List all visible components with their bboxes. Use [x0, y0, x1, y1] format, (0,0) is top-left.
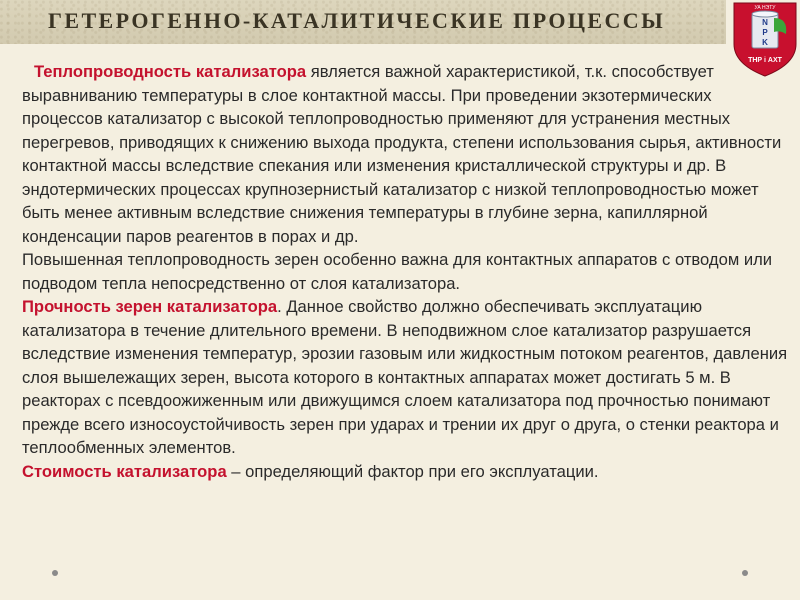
logo-bottom-text: ТНР і АХТ	[748, 57, 782, 64]
term-thermal-conductivity: Теплопроводность катализатора	[34, 62, 307, 81]
paragraph-text: . Данное свойство должно обеспечивать эксплуатацию катализатора в течение длительного времени. В неподвижном слое катализатор разрушается вследствие изменения температур, эрозии газовым или жидкостным потоком реагентов, давления слоя вышележащих зерен, высота которого в контактных аппаратах может достигать 5 м. В реакторах с псевдоожиженным или движущимся слоем катализатора под прочностью понимают прежде всего износоустойчивость зерен при ударах и трении их друг о друга, о стенки реактора и теплообменных элементов.	[22, 297, 788, 457]
paragraph-grain-strength	[22, 295, 792, 460]
slide-title: ГЕТЕРОГЕННО-КАТАЛИТИЧЕСКИЕ ПРОЦЕССЫ	[48, 8, 666, 33]
logo-top-text: УА НЭТУ	[754, 5, 776, 11]
logo-letter-k: K	[762, 38, 768, 47]
slide-body	[22, 60, 792, 483]
footer-dot-right-icon	[742, 570, 748, 576]
logo-letter-p: P	[762, 28, 768, 37]
paragraph-thermal-conductivity	[22, 60, 792, 248]
paragraph-text: – определяющий фактор при его эксплуатации.	[226, 461, 599, 481]
term-catalyst-cost: Стоимость катализатора	[22, 461, 227, 481]
footer-dot-left-icon	[52, 570, 58, 576]
paragraph-catalyst-cost	[22, 460, 792, 484]
logo-letter-n: N	[762, 18, 768, 27]
paragraph-text: является важной характеристикой, т.к. способствует выравниванию температуры в слое контактной массы. При проведении экзотермических процессов катализатор с высокой теплопроводностью применяют для устранения местных перегревов, приводящих к снижению выхода продукта, степени использования сырья, активности контактной массы вследствие спекания или изменения кристаллической структуры и др. В эндотермических процессах крупнозернистый катализатор с низкой теплопроводностью может быть менее активным вследствие снижения температуры в глубине зерна, капиллярной конденсации паров реагентов в порах и др.	[22, 62, 782, 246]
paragraph-increased-conductivity	[22, 248, 792, 295]
paragraph-text: Повышенная теплопроводность зерен особенно важна для контактных аппаратов с отводом или подводом тепла непосредственно от слоя катализатора.	[22, 250, 773, 293]
term-grain-strength: Прочность зерен катализатора	[22, 297, 278, 316]
title-bar	[0, 0, 726, 44]
